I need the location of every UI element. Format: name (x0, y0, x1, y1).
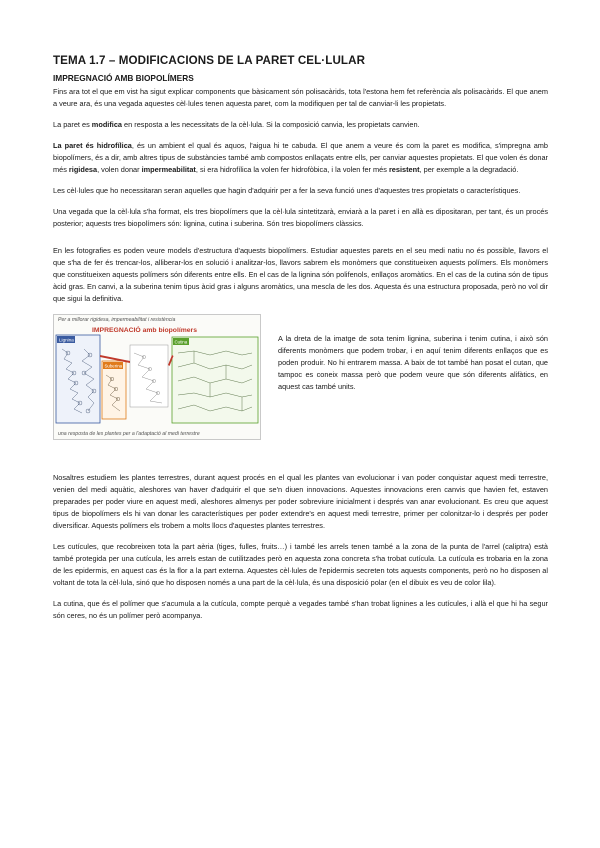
text-run: , volen donar (97, 165, 142, 174)
paragraph-cuticles: Les cutícules, que recobreixen tota la part aèria (tiges, fulles, fruits…) i també les arrels tenen també a la zona de la punta de l'arrel (caliptra) està també protegida per una cutícula, les arrels estan de cutilitzades però en aquesta zona concreta s'ha trobat cutícula. La cutícula es trobaria en la zona de les epidermis, en aquest cas és la flor a la part externa. Aquestes cèl·lules de l'epidermis secreten tots aquests components, però no ho disposen al voltant de tota la cèl·lula, sinó que ho disposen només a una part de la cèl·lula, és una disposició polar (en el dibuix es veu de color lila). (53, 542, 548, 587)
figure-title: IMPREGNACIÓ amb biopolímers (92, 327, 197, 334)
figure-row (53, 314, 548, 440)
figure-bottom-caption: una resposta de les plantes per a l'adaptació al medi terrestre (58, 431, 200, 437)
bold-term-impermeabilitat: impermeabilitat (141, 165, 196, 174)
text-run: , és un ambient el qual és aquos, l'aigua hi te cabuda. El que anem a veure és com la paret es modifica, s'impregna amb biopolímers, és a dir, amb altres tipus de substàncies també amb compostos enllaçats entre ells, per canviar aquestes propietats. El que volen és donar més (53, 141, 548, 174)
bold-term-resistent: resistent (388, 165, 420, 174)
biopolymer-figure (53, 314, 261, 440)
paragraph-cutin: La cutina, que és el polímer que s'acumula a la cutícula, compte perquè a vegades també s'han trobat lignines a les cutícules, i allà el que hi ha segur són ceres, no és un polímer però acompanya. (53, 599, 548, 620)
figure-side-text (278, 314, 548, 393)
page-title: TEMA 1.7 – MODIFICACIONS DE LA PARET CEL·LULAR (53, 54, 366, 67)
text-run: en resposta a les necessitats de la cèl·lula. Si la composició canvia, les propietats canvien. (122, 120, 420, 129)
text-run: La paret es (53, 120, 92, 129)
paragraph-cells-needs: Les cèl·lules que ho necessitaran seran aquelles que hagin d'adquirir per a fer la seva funció unes d'aquestes tres propietats o característiques. (53, 186, 521, 195)
label-suberina: Suberina (104, 363, 123, 369)
figure-top-caption: Per a millorar rigidesa, impermeabilitat i resistència (58, 317, 176, 323)
text-run: , per exemple a la degradació. (419, 165, 519, 174)
paragraph-three-biopolymers: Una vegada que la cèl·lula s'ha format, els tres biopolímers que la cèl·lula sintetitzarà, enviarà a la paret i en allà es dipositaran, per tant, és un procés posterior; aquests tres biopolímers són: lignina, cutina i suberina. Són tres biopolímers clàssics. (53, 207, 548, 228)
bold-term-hidrofilica: La paret és hidrofílica (53, 141, 132, 150)
paragraph-terrestrial-plants: Nosaltres estudiem les plantes terrestres, durant aquest procés en el qual les plantes van evolucionar i van poder conquistar aquest medi terrestre, venien del medi aquàtic, aleshores van haver d'adquirir el que se'n diuen innovacions. Aquestes innovacions eren canvis que havien fet, estaven preparades per poder viure en aquest medi, aleshores almenys per poder sobreviure inicialment i després van anar evolucionant. Es creu que aquest tipus de biopolímers els hi van donar les característiques per poder extendre's en aquest medi terrestre, primer per colonitzar-lo i després per poder diversificar. Aquests polímers els trobem a molts llocs d'aquestes plantes terrestres. (53, 473, 548, 530)
label-lignina: Lignina (59, 337, 74, 343)
paragraph-figure-description: A la dreta de la imatge de sota tenim lignina, suberina i tenim cutina, i això són diferents monòmers que podem trobar, i en aquí tenim diferents enllaços que es poden produir. No hi entrarem massa. A baix de tot també han posat el cutan, que tampoc es coneix massa però que podem veure que són diferents alifàtics, en aquest cas també units. (278, 334, 548, 391)
text-run: , si era hidrofílica la volen fer hidrofòbica, i la volen fer més (195, 165, 389, 174)
paragraph-intro: Fins ara tot el que em vist ha sigut explicar components que bàsicament són polisacàrids, tota l'estona hem fet referència als polisacàrids. El que anem a veure ara, és una vegada aquestes cèl·lules tenen aquesta paret, com la modifiquen per tal de canviar-li les propietats. (53, 87, 548, 108)
paragraph-hydrophilic (53, 140, 548, 176)
section-subtitle: IMPREGNACIÓ AMB BIOPOLÍMERS (53, 73, 194, 83)
biopolymer-structure-diagram (54, 315, 260, 439)
document-content (53, 54, 548, 631)
bold-term-rigidesa: rigidesa (68, 165, 98, 174)
bold-term-modifica: modifica (91, 120, 122, 129)
paragraph-modification (53, 119, 548, 131)
paragraph-models: En les fotografies es poden veure models d'estructura d'aquests biopolímers. Estudiar aquestes parets en el seu medi natiu no és possible, llavors el que s'ha de fer és trencar-los, alliberar-los en solució i analitzar-los, llavors sabrem els monòmers que constitueixen aquests polímers. Els monòmers que constitueixen aquests polímers són diferents entre ells. En el cas de la lignina són polifenols, enllaços aromàtics. En el cas de la cutina són de tipus àcid gras. En canvi, a la suberina tenim tipus àcid gras i alguns aromàtics, una mescla de les dos. Aquesta és una estructura proposada, però no vol dir que sigui la definitiva. (53, 246, 548, 303)
label-cutina: Cutina (174, 339, 188, 345)
